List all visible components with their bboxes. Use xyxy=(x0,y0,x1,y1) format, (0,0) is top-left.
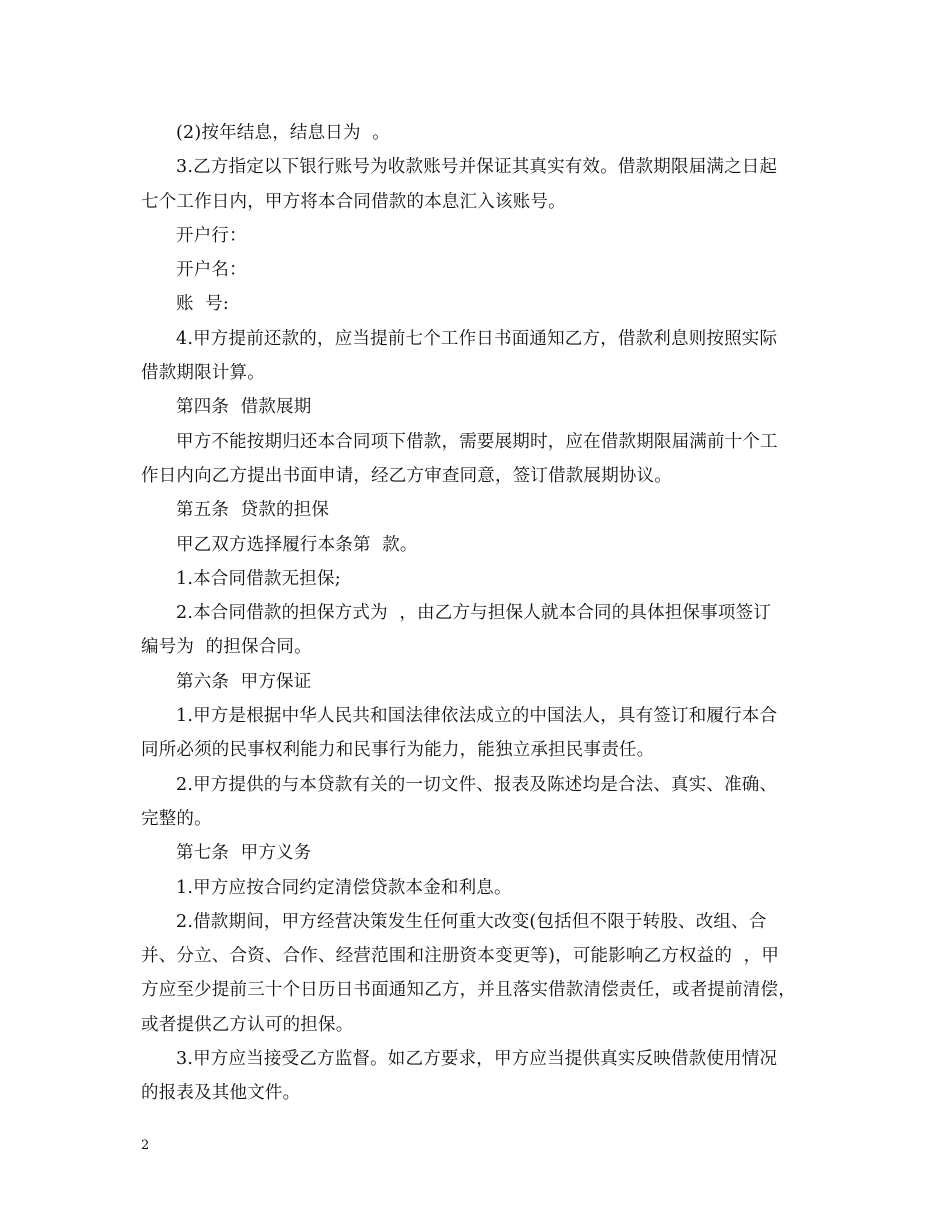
text-line: 七个工作日内，甲方将本合同借款的本息汇入该账号。 xyxy=(141,191,566,212)
section-heading: 第四条 借款展期 xyxy=(176,397,312,418)
text-line: (2)按年结息，结息日为 。 xyxy=(176,123,390,143)
text-line: 方应至少提前三十个日历日书面通知乙方，并且落实借款清偿责任，或者提前清偿， xyxy=(141,980,796,1001)
text-line: 3.甲方应当接受乙方监督。如乙方要求，甲方应当提供真实反映借款使用情况 xyxy=(176,1049,778,1070)
contract-body xyxy=(141,116,821,1111)
section-heading: 第七条 甲方义务 xyxy=(176,843,312,864)
text-line: 开户行： xyxy=(176,225,247,246)
text-line: 甲乙双方选择履行本条第 款。 xyxy=(176,534,418,555)
text-line: 开户名： xyxy=(176,260,247,281)
text-line: 4.甲方提前还款的，应当提前七个工作日书面通知乙方，借款利息则按照实际 xyxy=(176,328,778,349)
text-line: 借款期限计算。 xyxy=(141,363,265,384)
page-number: 2 xyxy=(141,1138,150,1153)
text-line: 甲方不能按期归还本合同项下借款，需要展期时，应在借款期限届满前十个工 xyxy=(176,431,778,452)
text-line: 1.甲方应按合同约定清偿贷款本金和利息。 xyxy=(176,877,512,898)
text-line: 编号为 的担保合同。 xyxy=(141,637,312,658)
text-line: 1.本合同借款无担保; xyxy=(176,568,341,589)
text-line: 3.乙方指定以下银行账号为收款账号并保证其真实有效。借款期限届满之日起 xyxy=(176,157,778,178)
text-line: 同所必须的民事权利能力和民事行为能力，能独立承担民事责任。 xyxy=(141,740,655,761)
text-line: 2.本合同借款的担保方式为 ，由乙方与担保人就本合同的具体担保事项签订 xyxy=(176,603,772,624)
text-line: 账 号: xyxy=(176,294,230,315)
section-heading: 第六条 甲方保证 xyxy=(176,671,312,692)
text-line: 的报表及其他文件。 xyxy=(141,1083,301,1104)
text-line: 2.借款期间，甲方经营决策发生任何重大改变(包括但不限于转股、改组、合 xyxy=(176,911,767,932)
text-line: 或者提供乙方认可的担保。 xyxy=(141,1014,354,1035)
section-heading: 第五条 贷款的担保 xyxy=(176,500,330,521)
text-line: 完整的。 xyxy=(141,808,212,829)
text-line: 并、分立、合资、合作、经营范围和注册资本变更等)，可能影响乙方权益的 ，甲 xyxy=(141,946,780,967)
text-line: 1.甲方是根据中华人民共和国法律依法成立的中国法人，具有签订和履行本合 xyxy=(176,706,778,727)
text-line: 作日内向乙方提出书面申请，经乙方审查同意，签订借款展期协议。 xyxy=(141,465,672,486)
text-line: 2.甲方提供的与本贷款有关的一切文件、报表及陈述均是合法、真实、准确、 xyxy=(176,774,778,795)
